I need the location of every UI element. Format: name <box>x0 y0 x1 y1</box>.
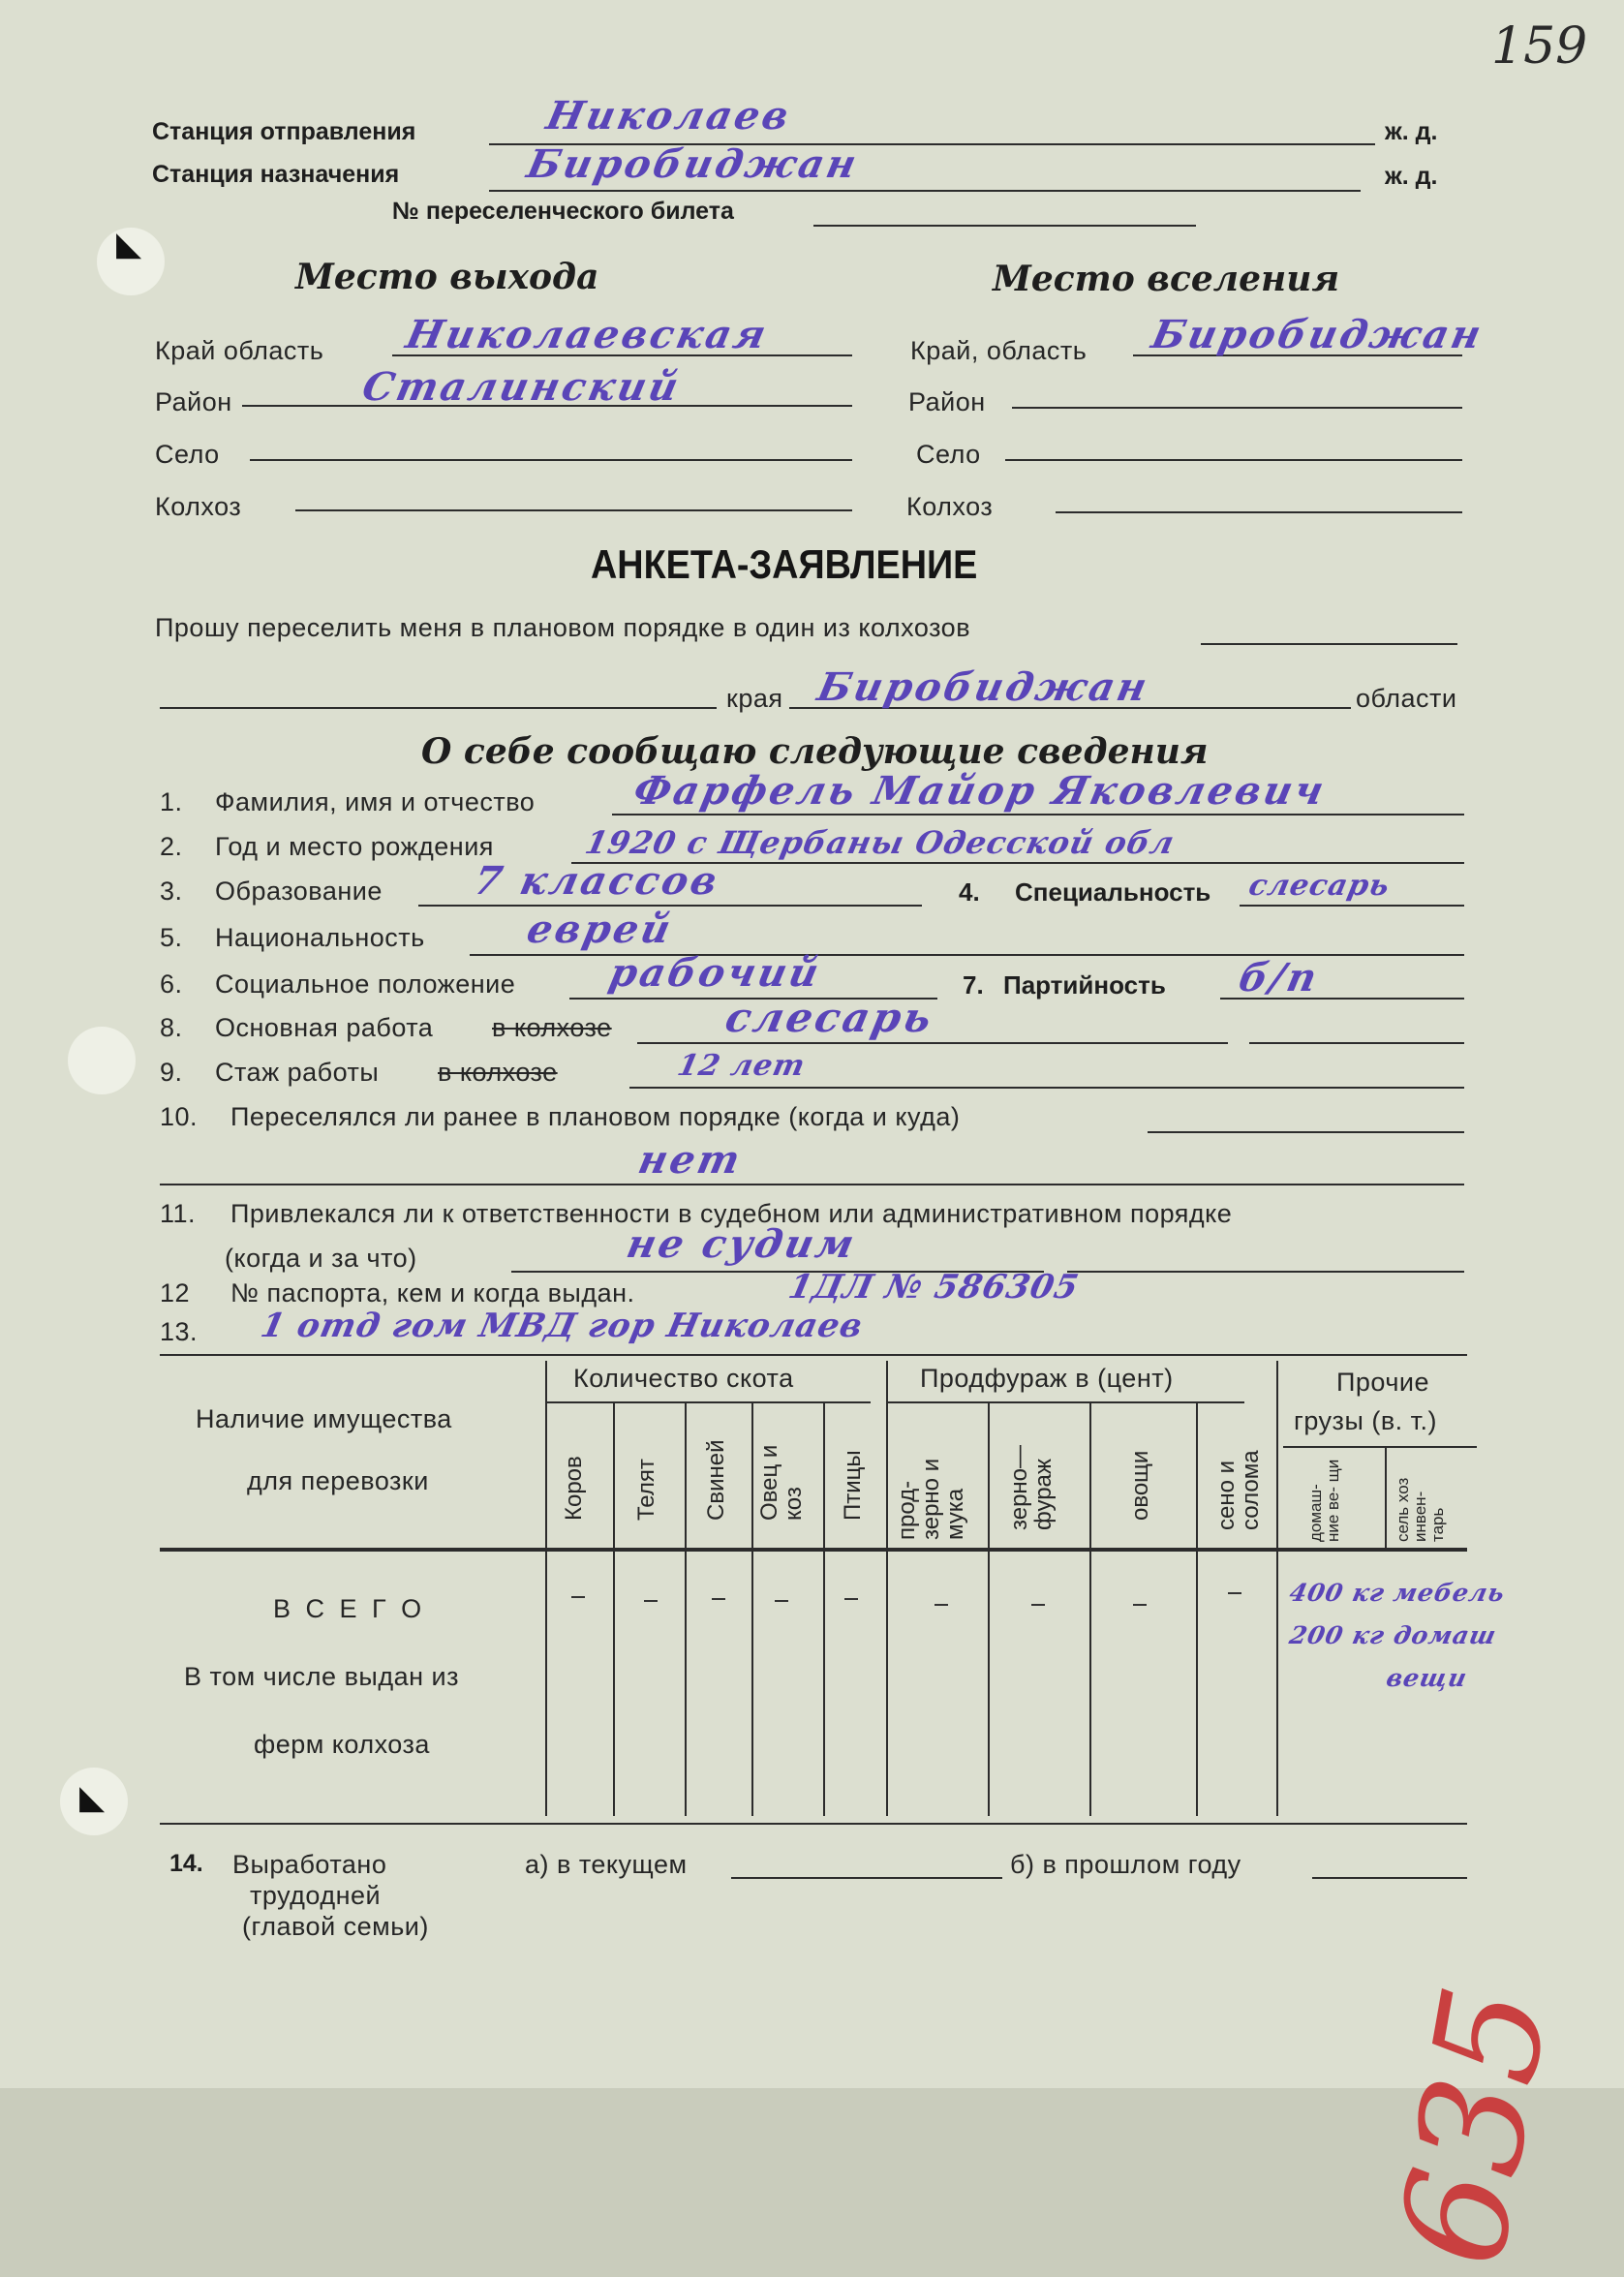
specialty-value: слесарь <box>1245 869 1394 903</box>
underline <box>250 459 852 461</box>
field-number: 8. <box>160 1013 183 1042</box>
prosecution-label: Привлекался ли к ответственности в судебном или административном порядке <box>230 1199 1233 1228</box>
main-work-value: слесарь <box>720 994 939 1041</box>
row-issued-2: ферм колхоза <box>254 1730 430 1759</box>
column-rule <box>886 1361 888 1816</box>
settlement-kolkhoz-label: Колхоз <box>906 492 994 521</box>
hole-mark-icon: ◣ <box>79 1780 106 1816</box>
column-rule <box>1089 1401 1091 1816</box>
column-rule <box>1385 1446 1387 1549</box>
workdays-label-3: (главой семьи) <box>242 1912 429 1941</box>
column-rule <box>1196 1401 1198 1816</box>
departure-district-label: Район <box>155 387 232 416</box>
field-number: 10. <box>160 1102 199 1131</box>
cargo-line-2: 200 кг домаш <box>1286 1621 1500 1649</box>
social-status-value: рабочий <box>605 950 826 996</box>
hole-mark-icon: ◣ <box>116 227 142 262</box>
main-work-struck: в колхозе <box>492 1013 612 1042</box>
cell-dash <box>571 1596 585 1598</box>
field-number: 5. <box>160 923 183 952</box>
field-number: 11. <box>160 1199 197 1228</box>
full-name-value: Фарфель Майор Якoвлевич <box>629 768 1331 814</box>
table-row-header-2: для перевозки <box>247 1466 429 1495</box>
col-grain-flour: прод- зерно и мука <box>894 1458 969 1540</box>
group-rule <box>1283 1446 1477 1448</box>
underline <box>160 707 717 709</box>
other-group-header-2: грузы (в. т.) <box>1294 1406 1438 1435</box>
passport-issuer-value: 1 отд гом МВД гор Николаев <box>257 1307 868 1345</box>
departure-village-label: Село <box>155 440 220 469</box>
work-experience-struck: в колхозе <box>438 1058 558 1087</box>
party-label: Партийность <box>1003 970 1166 1000</box>
col-household: домаш- ние ве- щи <box>1306 1459 1342 1542</box>
main-work-label: Основная работа <box>215 1013 434 1042</box>
party-value: б/п <box>1235 955 1324 1000</box>
column-rule <box>685 1401 687 1816</box>
education-value: 7 классов <box>470 858 724 904</box>
previous-resettlement-value: нет <box>634 1137 748 1183</box>
underline <box>813 225 1196 227</box>
column-rule <box>823 1401 825 1816</box>
field-number: 14. <box>169 1850 203 1877</box>
cell-dash <box>712 1598 725 1600</box>
workdays-current-label: а) в текущем <box>525 1850 688 1879</box>
specialty-label: Специальность <box>1015 877 1211 907</box>
railway-suffix: ж. д. <box>1385 163 1438 190</box>
column-rule <box>1276 1361 1278 1816</box>
departure-region-value: Николаевская <box>402 312 773 357</box>
kray-label: края <box>726 684 783 713</box>
settlement-district-label: Район <box>908 387 986 416</box>
col-sheep: Овец и коз <box>756 1444 808 1521</box>
column-rule <box>988 1401 990 1816</box>
settlement-region-label: Край, область <box>910 336 1088 365</box>
previous-resettlement-label: Переселялся ли ранее в плановом порядке (когда и куда) <box>230 1102 961 1131</box>
underline <box>731 1877 1002 1879</box>
underline <box>1201 643 1457 645</box>
col-grain-fodder: зерно— фураж <box>1006 1444 1057 1530</box>
kray-value: Биробиджан <box>813 664 1154 710</box>
field-number: 12 <box>160 1278 191 1308</box>
underline <box>1067 1271 1464 1273</box>
underline <box>160 1184 1464 1185</box>
field-number: 6. <box>160 969 183 999</box>
underline <box>295 509 852 511</box>
field-number: 1. <box>160 787 183 816</box>
passport-label: № паспорта, кем и когда выдан. <box>230 1278 635 1308</box>
other-group-header-1: Прочие <box>1336 1368 1430 1397</box>
station-arrival-label: Станция назначения <box>152 161 400 188</box>
col-vegetables: овощи <box>1127 1450 1153 1521</box>
underline <box>1148 1131 1464 1133</box>
workdays-previous-label: б) в прошлом году <box>1010 1850 1241 1879</box>
field-number: 4. <box>959 877 980 907</box>
field-number: 9. <box>160 1058 183 1087</box>
row-total: В С Е Г О <box>273 1594 426 1623</box>
prosecution-value: не судим <box>623 1221 861 1267</box>
col-calves: Телят <box>633 1459 659 1521</box>
cell-dash <box>1031 1604 1045 1606</box>
table-top-rule <box>160 1354 1467 1356</box>
cell-dash <box>1228 1592 1241 1594</box>
cell-dash <box>644 1600 658 1602</box>
field-number: 2. <box>160 832 183 861</box>
page-number: 159 <box>1491 17 1588 76</box>
col-birds: Птицы <box>840 1450 866 1521</box>
livestock-group-header: Количество скота <box>573 1364 794 1393</box>
social-status-label: Социальное положение <box>215 969 516 999</box>
railway-suffix: ж. д. <box>1385 118 1438 145</box>
oblast-label: области <box>1356 684 1457 713</box>
col-hay: сено и солома <box>1213 1450 1265 1530</box>
station-departure-label: Станция отправления <box>152 118 416 145</box>
table-header-rule <box>160 1548 1467 1552</box>
work-experience-value: 12 лет <box>674 1049 809 1083</box>
form-title: АНКЕТА-ЗАЯВЛЕНИЕ <box>591 541 978 587</box>
field-number: 13. <box>160 1317 199 1346</box>
passport-value: 1ДЛ № 586305 <box>784 1268 1083 1307</box>
underline <box>1012 407 1462 409</box>
col-farm-tools: сель хоз инвен- тарь <box>1394 1477 1447 1542</box>
field-number: 3. <box>160 877 183 906</box>
underline <box>637 1042 1228 1044</box>
group-rule <box>886 1401 1244 1403</box>
column-rule <box>613 1401 615 1816</box>
workdays-label-1: Выработано <box>232 1850 387 1879</box>
departure-district-value: Сталинский <box>358 364 686 410</box>
nationality-label: Национальность <box>215 923 425 952</box>
row-issued-1: В том числе выдан из <box>184 1662 459 1691</box>
punch-hole-middle <box>68 1027 136 1094</box>
full-name-label: Фамилия, имя и отчество <box>215 787 536 816</box>
departure-kolkhoz-label: Колхоз <box>155 492 242 521</box>
underline <box>1005 459 1462 461</box>
ticket-label: № переселенческого билета <box>392 198 734 225</box>
departure-region-label: Край область <box>155 336 324 365</box>
work-experience-label: Стаж работы <box>215 1058 380 1087</box>
underline <box>629 1087 1464 1089</box>
cargo-line-3: вещи <box>1383 1664 1470 1692</box>
cargo-line-1: 400 кг мебель <box>1286 1579 1509 1607</box>
field-number: 7. <box>963 970 984 1000</box>
cell-dash <box>775 1600 788 1602</box>
fodder-group-header: Продфураж в (цент) <box>920 1364 1174 1393</box>
underline <box>489 190 1361 192</box>
request-line: Прошу переселить меня в плановом порядке в один из колхозов <box>155 613 971 642</box>
settlement-region-value: Биробиджан <box>1148 312 1488 357</box>
prosecution-label-2: (когда и за что) <box>225 1244 417 1273</box>
column-rule <box>751 1401 753 1816</box>
cell-dash <box>844 1598 858 1600</box>
station-arrival-value: Биробиджан <box>523 141 864 187</box>
station-departure-value: Николаев <box>542 93 796 138</box>
workdays-label-2: трудодней <box>250 1881 382 1910</box>
nationality-value: еврей <box>523 907 678 952</box>
education-label: Образование <box>215 877 383 906</box>
underline <box>1312 1877 1467 1879</box>
settlement-heading: Место вселения <box>993 259 1340 299</box>
group-rule <box>545 1401 871 1403</box>
col-cows: Коров <box>561 1456 587 1521</box>
section-heading: О себе сообщаю следующие сведения <box>421 731 1209 772</box>
table-row-header-1: Наличие имущества <box>196 1404 452 1433</box>
red-pencil-number: 635 <box>1367 1974 1582 2277</box>
underline <box>1240 905 1464 907</box>
settlement-village-label: Село <box>916 440 981 469</box>
cell-dash <box>1133 1604 1147 1606</box>
underline <box>612 814 1464 815</box>
table-bottom-rule <box>160 1823 1467 1825</box>
cell-dash <box>935 1604 948 1606</box>
column-rule <box>545 1361 547 1816</box>
underline <box>1249 1042 1464 1044</box>
departure-heading: Место выхода <box>295 257 599 297</box>
birth-value: 1920 с Щербаны Одесской обл <box>581 824 1179 861</box>
col-pigs: Свиней <box>703 1439 729 1521</box>
birth-label: Год и место рождения <box>215 832 494 861</box>
underline <box>1056 511 1462 513</box>
